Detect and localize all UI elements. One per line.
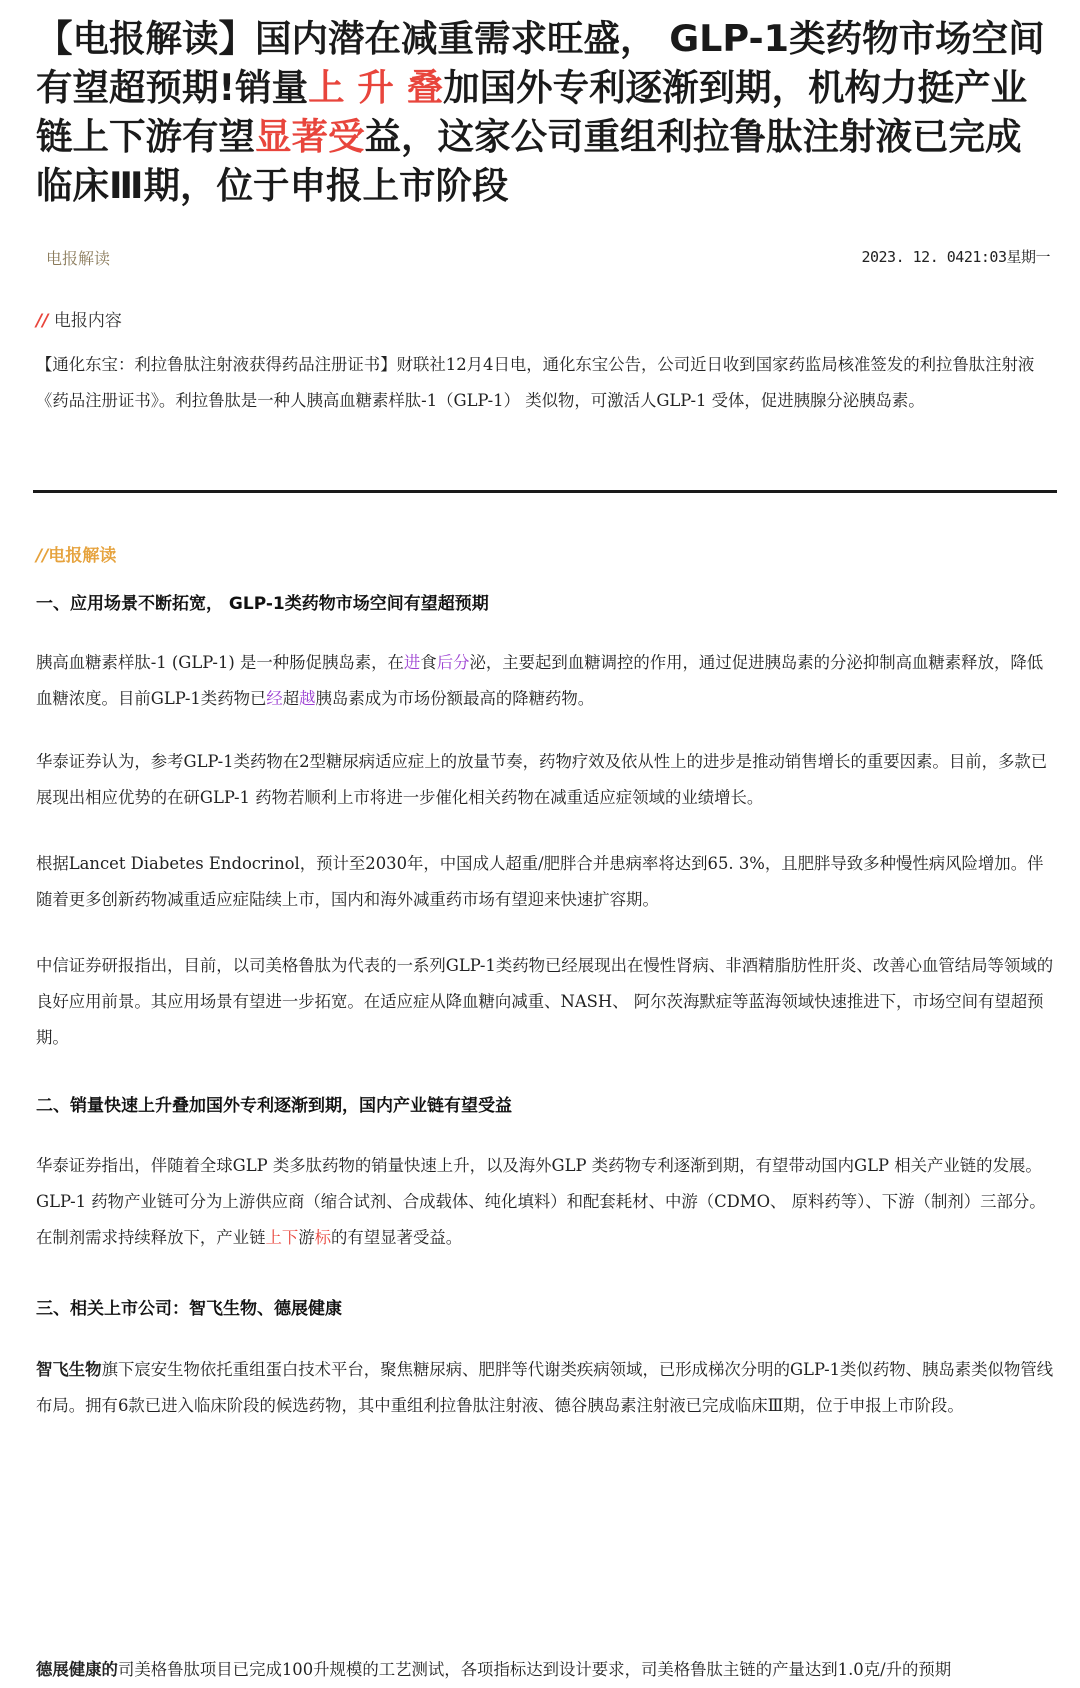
slash-icon: // bbox=[36, 311, 49, 331]
section-divider bbox=[33, 490, 1057, 493]
p1-text: 胰岛素成为市场份额最高的降糖药物。 bbox=[315, 689, 595, 708]
p7-text: 司美格鲁肽项目已完成100升规模的工艺测试，各项指标达到设计要求，司美格鲁肽主链的产量达到1.0克/升的预期 bbox=[117, 1660, 952, 1679]
p5-highlight: 标 bbox=[314, 1228, 332, 1247]
interpretation-label bbox=[36, 541, 116, 566]
paragraph-5 bbox=[36, 1148, 1056, 1256]
telegram-content-text: 【通化东宝：利拉鲁肽注射液获得药品注册证书】财联社12月4日电，通化东宝公告，公司近日收到国家药监局核准签发的利拉鲁肽注射液《药品注册证书》。利拉鲁肽是一种人胰高血糖素样肽-1（GLP-1） 类似物，可激活人GLP-1 受体，促进胰腺分泌胰岛素。 bbox=[36, 355, 1035, 410]
p1-text: 食 bbox=[420, 653, 437, 672]
p1-text: 超 bbox=[282, 689, 300, 708]
p5-text: 游 bbox=[298, 1228, 315, 1247]
p1-highlight: 越 bbox=[299, 689, 316, 708]
paragraph-4: 中信证券研报指出，目前，以司美格鲁肽为代表的一系列GLP-1类药物已经展现出在慢性肾病、非酒精脂肪性肝炎、改善心血管结局等领域的良好应用前景。其应用场景有望进一步拓宽。在适应症从降血糖向减重、NASH、 阿尔茨海默症等蓝海领域快速推进下，市场空间有望超预期。 bbox=[36, 956, 1054, 1047]
p1-highlight: 经 bbox=[266, 689, 283, 708]
headline-text-3: 益，这家公司重组利拉鲁肽注射液已完成临床Ⅲ期，位于申报上市阶段 bbox=[36, 115, 1022, 207]
company-name-dezhan: 德展健康的 bbox=[36, 1660, 118, 1679]
slash-icon: // bbox=[36, 546, 49, 566]
article-meta bbox=[46, 246, 1050, 270]
publish-datetime: 2023. 12. 0421:03星期一 bbox=[861, 248, 1050, 266]
p5-highlight: 上下 bbox=[265, 1228, 299, 1247]
headline-text-2: 加国外专利逐渐到期，机构力挺产业链上下游有望 bbox=[36, 66, 1028, 158]
telegram-content-label bbox=[36, 306, 122, 331]
p1-text: 泌，主要起到血糖调控的作用，通过促进胰岛素的分泌抑制高血糖素释放，降低血糖浓度。目前GLP-1类药物已 bbox=[36, 653, 1044, 708]
interpretation-label-text: 电报解读 bbox=[48, 546, 117, 566]
telegram-content-label-text: 电报内容 bbox=[53, 311, 122, 331]
paragraph-2: 华泰证券认为，参考GLP-1类药物在2型糖尿病适应症上的放量节奏，药物疗效及依从性上的进步是推动销售增长的重要因素。目前，多款已展现出相应优势的在研GLP-1 药物若顺利上市将进一步催化相关药物在减重适应症领域的业绩增长。 bbox=[36, 752, 1048, 807]
paragraph-3: 根据Lancet Diabetes Endocrinol，预计至2030年，中国成人超重/肥胖合并患病率将达到65. 3%，且肥胖导致多种慢性病风险增加。伴随着更多创新药物减重适应症陆续上市，国内和海外减重药市场有望迎来快速扩容期。 bbox=[36, 854, 1044, 909]
article-headline bbox=[36, 14, 1056, 210]
p1-highlight: 后分 bbox=[436, 653, 470, 672]
section-2-title: 二、销量快速上升叠加国外专利逐渐到期，国内产业链有望受益 bbox=[36, 1096, 512, 1116]
company-name-zhifei: 智飞生物 bbox=[36, 1360, 102, 1379]
p6-text: 旗下宸安生物依托重组蛋白技术平台，聚焦糖尿病、肥胖等代谢类疾病领域，已形成梯次分明的GLP-1类似药物、胰岛素类似物管线布局。拥有6款已进入临床阶段的候选药物，其中重组利拉鲁肽注射液、德谷胰岛素注射液已完成临床Ⅲ期，位于申报上市阶段。 bbox=[36, 1360, 1054, 1415]
section-1-title: 一、应用场景不断拓宽， GLP-1类药物市场空间有望超预期 bbox=[36, 594, 489, 614]
paragraph-6 bbox=[36, 1352, 1056, 1424]
section-3-title: 三、相关上市公司：智飞生物、德展健康 bbox=[36, 1299, 342, 1319]
paragraph-7 bbox=[36, 1652, 1056, 1688]
source-tag[interactable]: 电报解读 bbox=[46, 249, 111, 268]
p1-text: 胰高血糖素样肽-1 (GLP-1) 是一种肠促胰岛素，在 bbox=[36, 653, 404, 672]
headline-highlight-2: 显著受 bbox=[255, 115, 365, 158]
headline-highlight-1: 上 升 叠 bbox=[308, 66, 444, 109]
headline-text-1: 【电报解读】国内潜在减重需求旺盛， GLP-1类药物市场空间有望超预期!销量 bbox=[36, 17, 1045, 109]
p1-highlight: 进 bbox=[403, 653, 421, 672]
paragraph-1 bbox=[36, 645, 1056, 717]
p5-text: 华泰证券指出，伴随着全球GLP 类多肽药物的销量快速上升，以及海外GLP 类药物专利逐渐到期，有望带动国内GLP 相关产业链的发展。GLP-1 药物产业链可分为上游供应商（缩合试剂、合成载体、纯化填料）和配套耗材、中游（CDMO、 原料药等）、下游（制剂）三部分。在制剂需求持续释放下，产业链 bbox=[36, 1156, 1046, 1247]
p5-text: 的有望显著受益。 bbox=[331, 1228, 463, 1247]
